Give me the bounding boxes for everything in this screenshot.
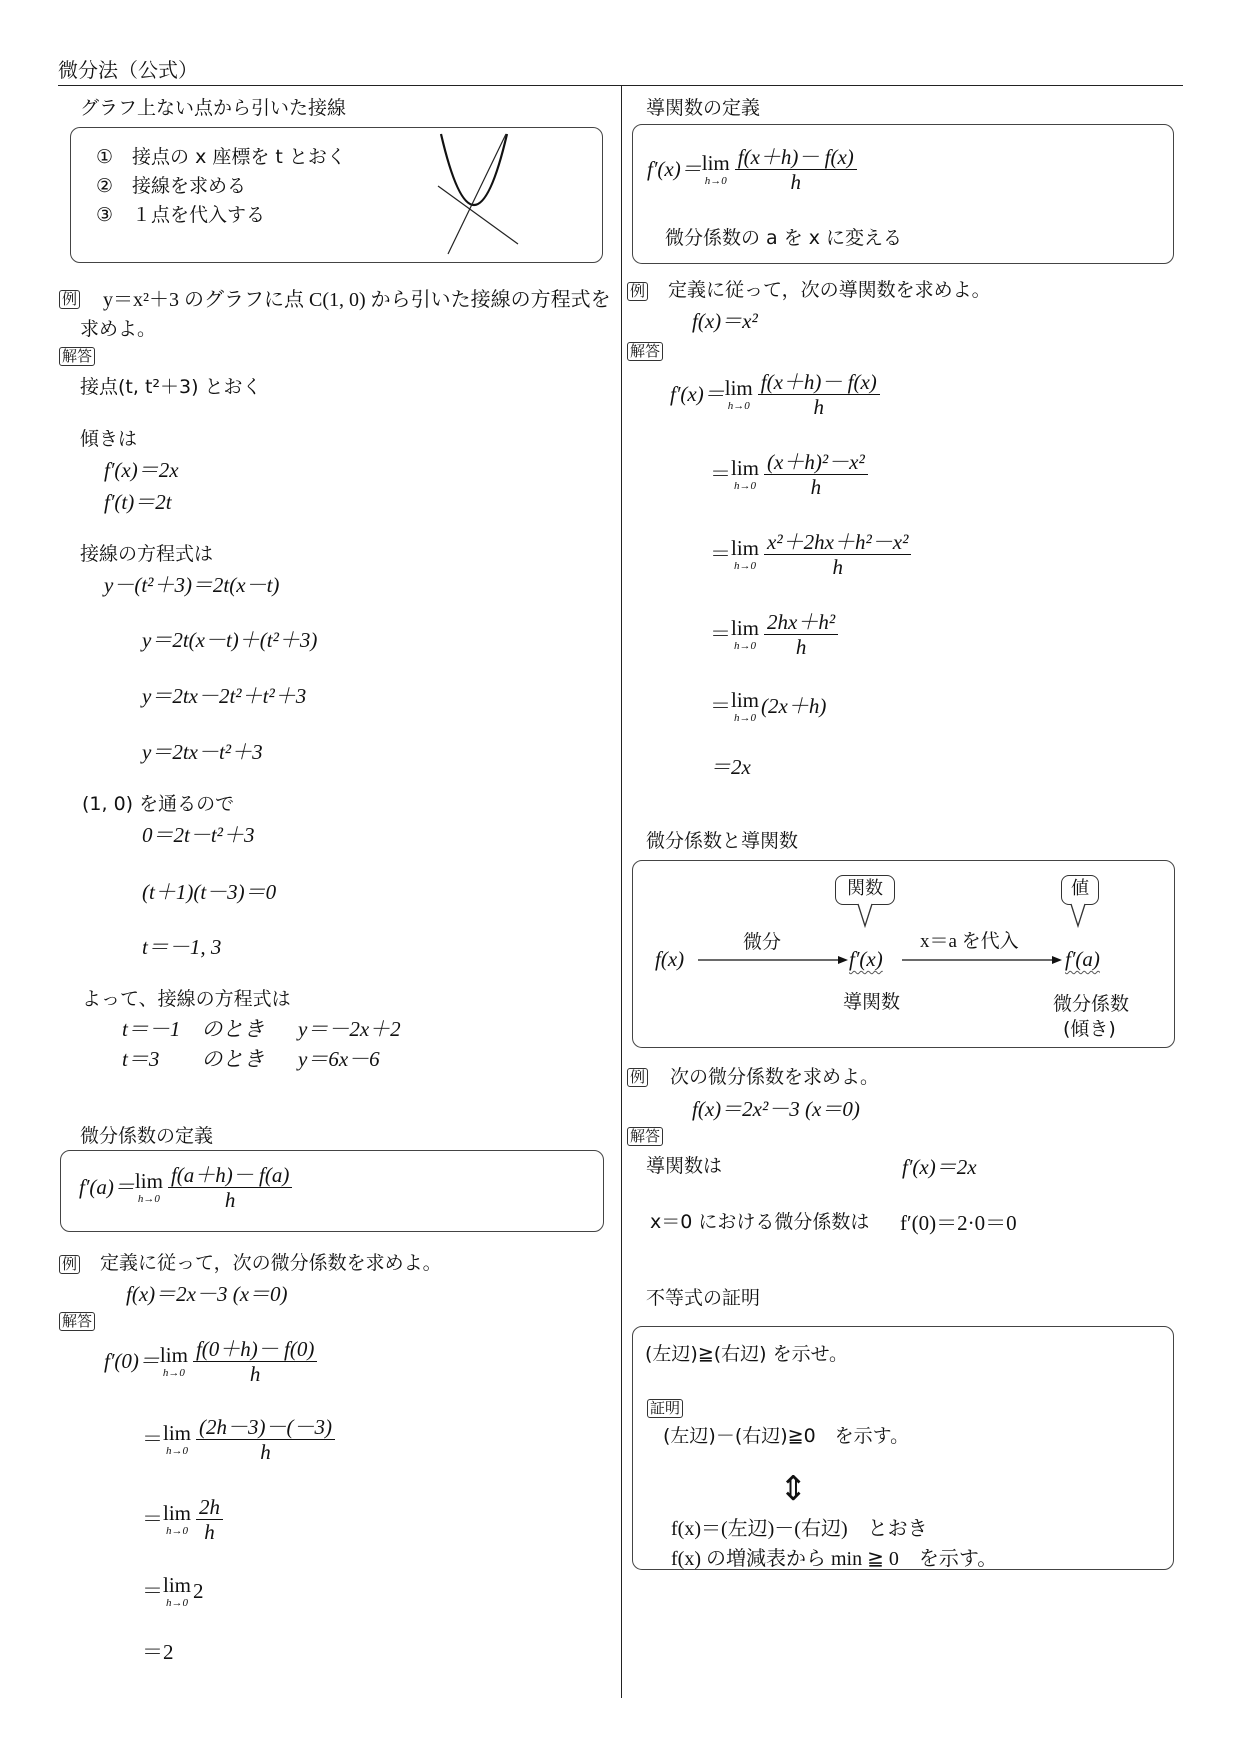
sol1-tangent-eq1: y－(t²＋3)＝2t(x－t) (104, 573, 280, 597)
tangent-line-2 (448, 134, 506, 254)
sol1-case1-cond: t＝－1 のとき (122, 1017, 265, 1041)
diagram-fpa-label2: (傾き) (1063, 1018, 1116, 1040)
sol1-tangent-eq4: y＝2tx－t²＋3 (142, 740, 263, 764)
example3-text: 定義に従って，次の導関数を求めよ。 (668, 279, 991, 301)
tangent-line-1 (438, 186, 518, 244)
example4-tag: 例 (627, 1068, 648, 1087)
tangent-step-3: ③ １点を代入する (96, 204, 266, 226)
sol2-step1: f′(0)＝ lim h→0 $\frac{f(0+h)- f(0)}{h}$ (104, 1337, 320, 1386)
sol3-step3: ＝ lim h→0 $\frac{\text{x²＋2hx＋h²－x²}}{h}$ (710, 530, 914, 579)
tangent-heading: グラフ上ない点から引いた接線 (80, 97, 347, 119)
sol1-conclusion: よって、接線の方程式は (82, 988, 291, 1010)
sol4-b-label: x＝0 における微分係数は (650, 1211, 870, 1233)
ineq-heading: 不等式の証明 (646, 1287, 761, 1309)
sol1-case2-eq: y＝6x－6 (298, 1047, 380, 1071)
answer4-tag: 解答 (627, 1127, 663, 1146)
tangent-steps-box (70, 127, 603, 263)
arrow-substitute-head (1052, 956, 1062, 964)
ineq-line3: f(x)＝(左辺)－(右辺) とおき (671, 1518, 928, 1540)
sol1-through-label: (1, 0) を通るので (82, 793, 235, 815)
example4-func: f(x)＝2x²－3 (x＝0) (692, 1097, 860, 1121)
answer2-tag: 解答 (59, 1312, 95, 1331)
proof-tag: 証明 (647, 1399, 683, 1418)
page-title: 微分法（公式） (58, 58, 198, 82)
sol4-a-val: f′(x)＝2x (902, 1155, 977, 1179)
example2-tag: 例 (59, 1255, 80, 1274)
sol3-step1: f′(x)＝ lim h→0 $\frac{f(x+h)- f(x)}{h}$ (670, 370, 883, 419)
answer-tag: 解答 (59, 347, 95, 366)
diagram-box (632, 860, 1175, 1048)
example1-text: y＝x²＋3 のグラフに点 C(1, 0) から引いた接線の方程式を (103, 289, 611, 311)
diagram-arrow1-label: 微分 (743, 931, 782, 953)
sol3-final: ＝2x (710, 755, 751, 779)
diagram-fpx: f′(x) (849, 947, 883, 971)
sol2-final: ＝2 (142, 1640, 174, 1664)
callout-function: 関数 (835, 875, 895, 905)
sol2-step3: ＝ lim h→0 $\frac{2h}{h}$ (142, 1495, 226, 1544)
derivcoef-formula: f′(a)＝ lim h→0 $\frac{f(a+h)- f(a)}{h}$ (79, 1163, 295, 1212)
ineq-line4: f(x) の増減表から min ≧ 0 を示す。 (671, 1548, 998, 1570)
ineq-line2: (左辺)－(右辺)≧0 を示す。 (663, 1425, 910, 1447)
example1-text2: 求めよ。 (80, 318, 157, 340)
example2-text: 定義に従って，次の微分係数を求めよ。 (100, 1252, 442, 1274)
example3-func: f(x)＝x² (692, 309, 758, 333)
sol3-step4: ＝ lim h→0 $\frac{\text{2hx＋h²}}{h}$ (710, 610, 841, 659)
sol2-step4: ＝ lim h→0 2 (142, 1573, 204, 1609)
sol3-step5: ＝ lim h→0 (2x＋h) (710, 688, 827, 724)
tangent-step-2: ② 接線を求める (96, 175, 247, 197)
example-tag: 例 (59, 290, 80, 309)
arrow-differentiate-head (838, 956, 848, 964)
sol1-tangent-label: 接線の方程式は (80, 543, 214, 565)
derivcoef-box (60, 1150, 604, 1232)
sol1-tangent-eq2: y＝2t(x－t)＋(t²＋3) (142, 628, 318, 652)
example3-tag: 例 (627, 282, 648, 301)
diagram-fpa-label: 微分係数 (1053, 993, 1130, 1015)
sol1-through-eq1: 0＝2t－t²＋3 (142, 823, 255, 847)
sol1-fpt: f′(t)＝2t (104, 490, 172, 514)
sol1-case1-eq: y＝－2x＋2 (298, 1017, 401, 1041)
sol1-fpx: f′(x)＝2x (104, 458, 179, 482)
column-divider (621, 85, 622, 1698)
ineq-equivalence-icon: ⇕ (779, 1469, 808, 1509)
parabola-curve (441, 134, 507, 205)
sol1-slope-label: 傾きは (80, 428, 138, 450)
derivative-heading: 導関数の定義 (646, 97, 761, 119)
ineq-box (632, 1326, 1174, 1570)
diagram-fpa: f′(a) (1065, 947, 1100, 971)
sol1-case2-cond: t＝3 のとき (122, 1047, 265, 1071)
callout-pointer-1 (858, 904, 872, 926)
diagram-arrow2-label: x＝a を代入 (920, 931, 1019, 952)
sol1-contact: 接点(t, t²＋3) とおく (80, 376, 262, 398)
sol1-through-eq3: t＝－1, 3 (142, 935, 222, 959)
sol3-step2: ＝ lim h→0 $\frac{\text{(x＋h)²－x²}}{h}$ (710, 450, 871, 499)
tangent-step-1: ① 接点の x 座標を t とおく (96, 146, 346, 168)
diagram-fx: f(x) (655, 947, 685, 971)
diagram-fpx-label: 導関数 (843, 991, 901, 1013)
ineq-line1: (左辺)≧(右辺) を示せ。 (645, 1343, 849, 1365)
example4-text: 次の微分係数を求めよ。 (670, 1066, 880, 1088)
derivative-note: 微分係数の a を x に変える (665, 227, 903, 249)
sol4-a-label: 導関数は (646, 1155, 723, 1177)
derivative-formula: f′(x)＝ lim h→0 $\frac{f(x+h)- f(x)}{h}$ (647, 145, 860, 194)
derivative-box (632, 124, 1174, 264)
callout-pointer-2 (1071, 904, 1085, 926)
sol4-b-val: f′(0)＝2·0＝0 (900, 1211, 1017, 1235)
diagram-heading: 微分係数と導関数 (646, 830, 799, 852)
sol2-step2: ＝ lim h→0 $\frac{(2h-3)-(-3)}{h}$ (142, 1415, 338, 1464)
answer3-tag: 解答 (627, 342, 663, 361)
derivcoef-heading: 微分係数の定義 (80, 1125, 214, 1147)
tangent-graph (426, 126, 576, 262)
callout-value: 値 (1061, 875, 1099, 905)
sol1-tangent-eq3: y＝2tx－2t²＋t²＋3 (142, 684, 307, 708)
example2-func: f(x)＝2x－3 (x＝0) (126, 1282, 288, 1306)
sol1-through-eq2: (t＋1)(t－3)＝0 (142, 880, 277, 904)
